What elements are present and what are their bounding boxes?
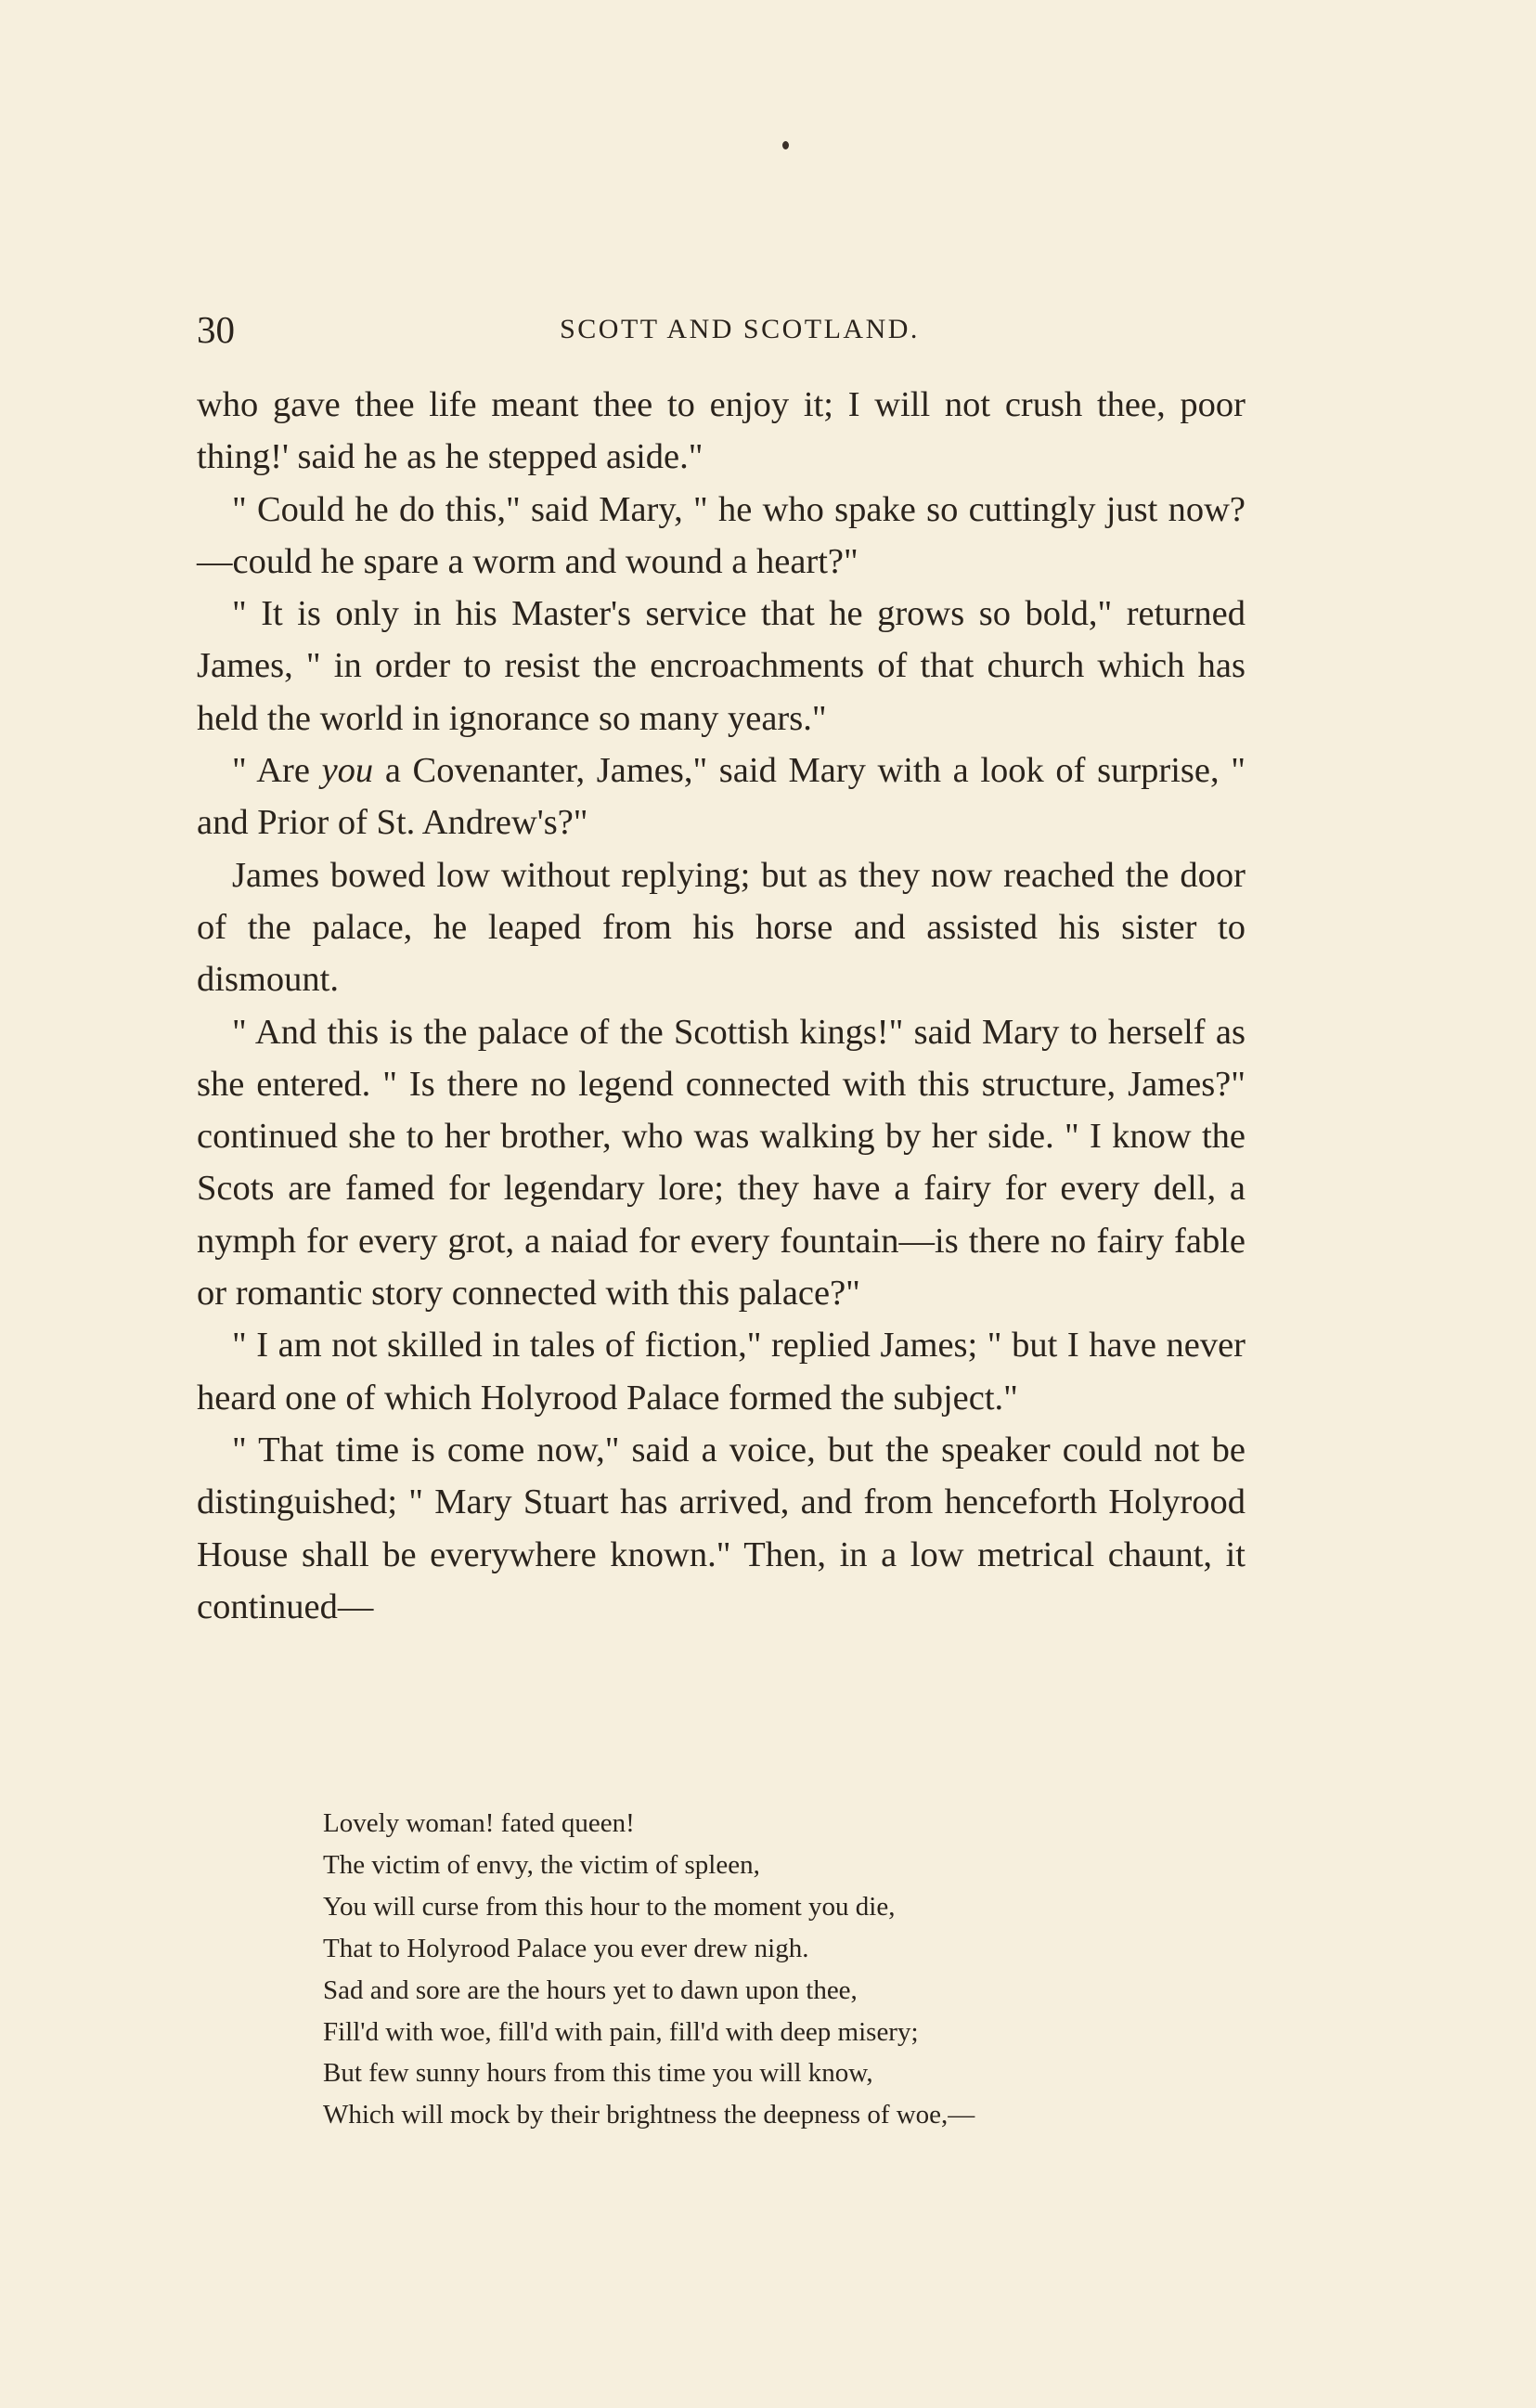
verse-line: You will curse from this hour to the moment you die, <box>323 1891 896 1922</box>
paragraph: " And this is the palace of the Scottish kings!" said Mary to herself as she entered. " Is there no legend connected with this structure, James?" continued she to her brother, who was walking by her side. " I know the Scots are famed for legendary lore; they have a fairy for every dell, a nymph for every grot, a naiad for every fountain—is there no fairy fable or romantic story connected with this palace?" <box>197 1012 1246 1314</box>
paragraph: who gave thee life meant thee to enjoy it; I will not crush thee, poor thing!' said he as he stepped aside." <box>197 385 1246 477</box>
paragraph: James bowed low without replying; but as they now reached the door of the palace, he leaped from his horse and assisted his sister to dismount. <box>197 855 1246 1000</box>
paragraph: " I am not skilled in tales of fiction," replied James; " but I have never heard one of which Holyrood Palace formed the subject." <box>197 1326 1246 1418</box>
running-head: SCOTT AND SCOTLAND. <box>560 314 920 344</box>
verse-line: Sad and sore are the hours yet to dawn upon thee, <box>323 1974 858 2005</box>
ink-speck <box>782 141 789 149</box>
page-header <box>197 302 1246 357</box>
paragraph: " That time is come now," said a voice, but the speaker could not be distinguished; " Mary Stuart has arrived, and from henceforth Holyrood House shall be everywhere known." Then, in a low metrical chaunt, it continued— <box>197 1430 1246 1626</box>
paragraph-text: " Are <box>232 751 322 791</box>
emphasis-text: you <box>321 751 374 791</box>
verse-line: But few sunny hours from this time you will know, <box>323 2058 873 2089</box>
verse-line: Which will mock by their brightness the deepness of woe,— <box>323 2100 975 2130</box>
verse-line: Fill'd with woe, fill'd with pain, fill'd with deep misery; <box>323 2016 919 2047</box>
verse-line: The victim of envy, the victim of spleen, <box>323 1849 760 1880</box>
verse-block <box>323 1803 1205 2136</box>
verse-line: Lovely woman! fated queen! <box>323 1808 635 1838</box>
page-number: 30 <box>197 308 235 351</box>
paragraph <box>197 744 1246 849</box>
paragraph: " Could he do this," said Mary, " he who spake so cuttingly just now?—could he spare a worm and wound a heart?" <box>197 489 1246 581</box>
verse-line: That to Holyrood Palace you ever drew nigh. <box>323 1933 809 1963</box>
paragraph-text: a Covenanter, James," said Mary with a look of surprise, " and Prior of St. Andrew's?" <box>197 751 1246 843</box>
paragraph: " It is only in his Master's service that he grows so bold," returned James, " in order to resist the encroachments of that church which has held the world in ignorance so many years." <box>197 594 1246 738</box>
body-text <box>197 379 1246 1633</box>
